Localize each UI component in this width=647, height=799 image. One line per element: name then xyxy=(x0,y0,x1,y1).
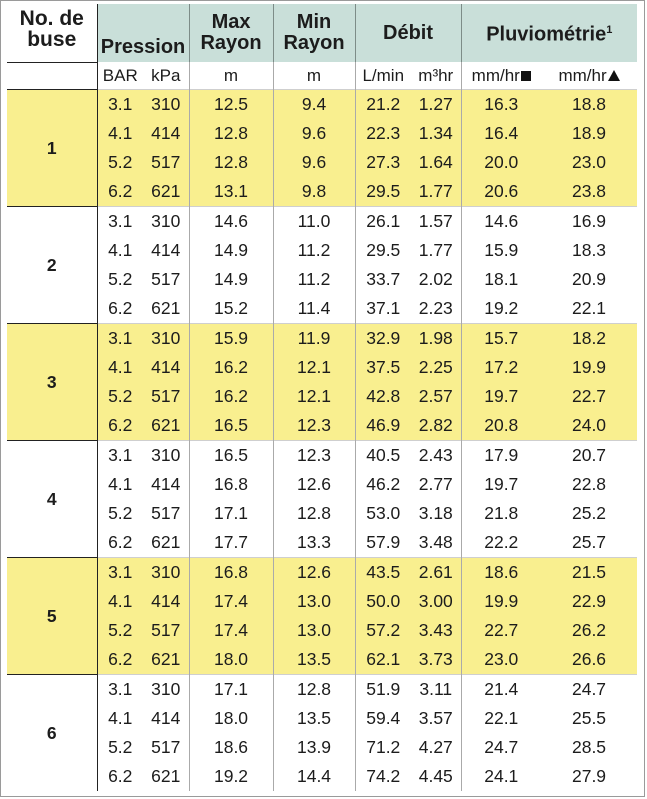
table-row xyxy=(7,207,637,237)
cell-pluvio-triangle: 21.5 xyxy=(541,558,637,588)
cell-pluvio-square: 21.8 xyxy=(461,499,541,528)
cell-max-rayon: 18.0 xyxy=(189,645,273,675)
cell-kpa: 310 xyxy=(143,675,189,705)
cell-debit-m3hr: 2.57 xyxy=(411,382,461,411)
cell-debit-lmin: 62.1 xyxy=(355,645,411,675)
cell-bar: 3.1 xyxy=(97,324,143,354)
cell-debit-lmin: 46.2 xyxy=(355,470,411,499)
cell-max-rayon: 18.0 xyxy=(189,704,273,733)
cell-debit-m3hr: 1.64 xyxy=(411,148,461,177)
cell-max-rayon: 18.6 xyxy=(189,733,273,762)
table-row xyxy=(7,558,637,588)
unit-bar: BAR xyxy=(97,62,143,90)
cell-pluvio-square: 22.1 xyxy=(461,704,541,733)
cell-kpa: 310 xyxy=(143,90,189,120)
cell-pluvio-triangle: 16.9 xyxy=(541,207,637,237)
cell-bar: 3.1 xyxy=(97,90,143,120)
cell-debit-lmin: 37.5 xyxy=(355,353,411,382)
cell-pluvio-square: 22.2 xyxy=(461,528,541,558)
cell-debit-lmin: 40.5 xyxy=(355,441,411,471)
cell-min-rayon: 13.3 xyxy=(273,528,355,558)
nozzle-performance-table xyxy=(7,4,637,791)
cell-max-rayon: 15.9 xyxy=(189,324,273,354)
cell-debit-lmin: 26.1 xyxy=(355,207,411,237)
cell-bar: 5.2 xyxy=(97,265,143,294)
cell-pluvio-square: 15.9 xyxy=(461,236,541,265)
cell-debit-lmin: 37.1 xyxy=(355,294,411,324)
cell-debit-lmin: 59.4 xyxy=(355,704,411,733)
buse-number: 2 xyxy=(7,207,97,324)
header-debit: Débit xyxy=(355,4,461,62)
cell-pluvio-square: 18.1 xyxy=(461,265,541,294)
cell-kpa: 517 xyxy=(143,148,189,177)
table-row xyxy=(7,645,637,675)
cell-debit-m3hr: 2.25 xyxy=(411,353,461,382)
cell-max-rayon: 19.2 xyxy=(189,762,273,791)
table-row xyxy=(7,353,637,382)
cell-min-rayon: 12.8 xyxy=(273,675,355,705)
cell-debit-lmin: 53.0 xyxy=(355,499,411,528)
cell-pluvio-triangle: 25.5 xyxy=(541,704,637,733)
cell-pluvio-square: 16.4 xyxy=(461,119,541,148)
cell-pluvio-triangle: 28.5 xyxy=(541,733,637,762)
cell-pluvio-triangle: 19.9 xyxy=(541,353,637,382)
cell-bar: 6.2 xyxy=(97,294,143,324)
cell-debit-m3hr: 1.77 xyxy=(411,236,461,265)
cell-pluvio-triangle: 18.9 xyxy=(541,119,637,148)
buse-number: 4 xyxy=(7,441,97,558)
cell-bar: 6.2 xyxy=(97,411,143,441)
cell-bar: 4.1 xyxy=(97,353,143,382)
cell-debit-lmin: 46.9 xyxy=(355,411,411,441)
cell-kpa: 621 xyxy=(143,411,189,441)
header-max-rayon: Max Rayon xyxy=(189,4,273,62)
cell-debit-lmin: 43.5 xyxy=(355,558,411,588)
cell-debit-m3hr: 2.77 xyxy=(411,470,461,499)
cell-debit-lmin: 29.5 xyxy=(355,236,411,265)
cell-max-rayon: 16.2 xyxy=(189,353,273,382)
header-pluviometrie xyxy=(461,4,637,62)
cell-debit-lmin: 42.8 xyxy=(355,382,411,411)
cell-min-rayon: 11.2 xyxy=(273,236,355,265)
cell-pluvio-square: 20.6 xyxy=(461,177,541,207)
cell-pluvio-square: 18.6 xyxy=(461,558,541,588)
cell-bar: 3.1 xyxy=(97,675,143,705)
cell-kpa: 621 xyxy=(143,528,189,558)
table-row xyxy=(7,324,637,354)
cell-debit-m3hr: 4.27 xyxy=(411,733,461,762)
table-row xyxy=(7,499,637,528)
unit-lmin: L/min xyxy=(355,62,411,90)
cell-pluvio-square: 16.3 xyxy=(461,90,541,120)
cell-debit-m3hr: 1.34 xyxy=(411,119,461,148)
cell-pluvio-triangle: 24.0 xyxy=(541,411,637,441)
cell-pluvio-square: 15.7 xyxy=(461,324,541,354)
cell-bar: 5.2 xyxy=(97,499,143,528)
cell-kpa: 414 xyxy=(143,236,189,265)
buse-number: 6 xyxy=(7,675,97,792)
cell-bar: 3.1 xyxy=(97,558,143,588)
cell-debit-lmin: 74.2 xyxy=(355,762,411,791)
cell-max-rayon: 16.5 xyxy=(189,411,273,441)
cell-max-rayon: 17.1 xyxy=(189,499,273,528)
cell-kpa: 414 xyxy=(143,119,189,148)
cell-min-rayon: 12.3 xyxy=(273,441,355,471)
cell-min-rayon: 14.4 xyxy=(273,762,355,791)
cell-pluvio-square: 22.7 xyxy=(461,616,541,645)
cell-kpa: 517 xyxy=(143,265,189,294)
unit-mmhr-triangle xyxy=(541,62,637,90)
cell-kpa: 517 xyxy=(143,499,189,528)
cell-debit-m3hr: 3.00 xyxy=(411,587,461,616)
cell-bar: 5.2 xyxy=(97,733,143,762)
cell-debit-m3hr: 1.98 xyxy=(411,324,461,354)
cell-kpa: 310 xyxy=(143,207,189,237)
cell-debit-lmin: 27.3 xyxy=(355,148,411,177)
table-row xyxy=(7,148,637,177)
cell-min-rayon: 11.2 xyxy=(273,265,355,294)
cell-min-rayon: 13.0 xyxy=(273,587,355,616)
cell-bar: 4.1 xyxy=(97,119,143,148)
cell-max-rayon: 17.1 xyxy=(189,675,273,705)
cell-pluvio-triangle: 18.2 xyxy=(541,324,637,354)
header-pression: Pression xyxy=(97,4,189,62)
header-pluviometrie-label: Pluviométrie xyxy=(486,23,607,46)
cell-min-rayon: 11.0 xyxy=(273,207,355,237)
cell-debit-m3hr: 1.77 xyxy=(411,177,461,207)
cell-min-rayon: 9.4 xyxy=(273,90,355,120)
cell-max-rayon: 12.5 xyxy=(189,90,273,120)
cell-debit-m3hr: 3.18 xyxy=(411,499,461,528)
table-row xyxy=(7,616,637,645)
cell-pluvio-triangle: 22.1 xyxy=(541,294,637,324)
cell-debit-m3hr: 1.57 xyxy=(411,207,461,237)
cell-bar: 6.2 xyxy=(97,645,143,675)
cell-pluvio-square: 19.2 xyxy=(461,294,541,324)
cell-min-rayon: 11.4 xyxy=(273,294,355,324)
cell-max-rayon: 17.4 xyxy=(189,616,273,645)
cell-max-rayon: 12.8 xyxy=(189,148,273,177)
cell-kpa: 517 xyxy=(143,616,189,645)
cell-pluvio-triangle: 18.8 xyxy=(541,90,637,120)
cell-bar: 5.2 xyxy=(97,616,143,645)
cell-debit-m3hr: 3.43 xyxy=(411,616,461,645)
cell-bar: 6.2 xyxy=(97,528,143,558)
cell-pluvio-square: 20.0 xyxy=(461,148,541,177)
cell-pluvio-square: 19.7 xyxy=(461,382,541,411)
cell-bar: 5.2 xyxy=(97,382,143,411)
table-body xyxy=(7,90,637,792)
table-row xyxy=(7,90,637,120)
cell-pluvio-square: 17.2 xyxy=(461,353,541,382)
table-row xyxy=(7,177,637,207)
cell-debit-lmin: 50.0 xyxy=(355,587,411,616)
cell-kpa: 310 xyxy=(143,558,189,588)
cell-debit-m3hr: 2.43 xyxy=(411,441,461,471)
cell-bar: 3.1 xyxy=(97,207,143,237)
cell-min-rayon: 9.6 xyxy=(273,119,355,148)
cell-debit-m3hr: 2.61 xyxy=(411,558,461,588)
table-row xyxy=(7,382,637,411)
cell-pluvio-triangle: 22.7 xyxy=(541,382,637,411)
unit-kpa: kPa xyxy=(143,62,189,90)
cell-kpa: 414 xyxy=(143,470,189,499)
cell-pluvio-square: 21.4 xyxy=(461,675,541,705)
cell-min-rayon: 13.5 xyxy=(273,645,355,675)
cell-min-rayon: 12.6 xyxy=(273,558,355,588)
cell-debit-lmin: 21.2 xyxy=(355,90,411,120)
cell-pluvio-square: 24.1 xyxy=(461,762,541,791)
unit-mmhr-square-label: mm/hr xyxy=(471,65,520,85)
table-row xyxy=(7,411,637,441)
table-row xyxy=(7,733,637,762)
cell-kpa: 310 xyxy=(143,324,189,354)
buse-number: 3 xyxy=(7,324,97,441)
cell-debit-m3hr: 1.27 xyxy=(411,90,461,120)
cell-max-rayon: 16.8 xyxy=(189,558,273,588)
cell-pluvio-square: 14.6 xyxy=(461,207,541,237)
cell-debit-m3hr: 2.82 xyxy=(411,411,461,441)
cell-kpa: 517 xyxy=(143,733,189,762)
buse-number: 1 xyxy=(7,90,97,207)
unit-mmhr-triangle-label: mm/hr xyxy=(558,65,607,85)
cell-pluvio-triangle: 25.2 xyxy=(541,499,637,528)
table-row xyxy=(7,236,637,265)
unit-min-m: m xyxy=(273,62,355,90)
cell-debit-m3hr: 3.11 xyxy=(411,675,461,705)
cell-bar: 6.2 xyxy=(97,762,143,791)
table-row xyxy=(7,470,637,499)
units-blank-cell xyxy=(7,62,97,90)
cell-kpa: 621 xyxy=(143,645,189,675)
cell-debit-lmin: 29.5 xyxy=(355,177,411,207)
cell-pluvio-triangle: 27.9 xyxy=(541,762,637,791)
cell-pluvio-triangle: 23.8 xyxy=(541,177,637,207)
cell-kpa: 414 xyxy=(143,704,189,733)
cell-min-rayon: 9.6 xyxy=(273,148,355,177)
cell-debit-lmin: 57.9 xyxy=(355,528,411,558)
table-row xyxy=(7,294,637,324)
cell-kpa: 310 xyxy=(143,441,189,471)
cell-min-rayon: 9.8 xyxy=(273,177,355,207)
cell-debit-m3hr: 3.57 xyxy=(411,704,461,733)
cell-pluvio-square: 24.7 xyxy=(461,733,541,762)
cell-pluvio-square: 17.9 xyxy=(461,441,541,471)
cell-pluvio-square: 19.9 xyxy=(461,587,541,616)
cell-min-rayon: 12.8 xyxy=(273,499,355,528)
cell-pluvio-square: 23.0 xyxy=(461,645,541,675)
unit-max-m: m xyxy=(189,62,273,90)
cell-pluvio-triangle: 23.0 xyxy=(541,148,637,177)
cell-min-rayon: 13.9 xyxy=(273,733,355,762)
cell-max-rayon: 14.6 xyxy=(189,207,273,237)
header-min-rayon: Min Rayon xyxy=(273,4,355,62)
cell-min-rayon: 12.1 xyxy=(273,382,355,411)
table-row xyxy=(7,119,637,148)
header-no-buse: No. de buse xyxy=(7,4,97,62)
cell-debit-lmin: 22.3 xyxy=(355,119,411,148)
cell-debit-lmin: 51.9 xyxy=(355,675,411,705)
cell-pluvio-triangle: 26.2 xyxy=(541,616,637,645)
cell-max-rayon: 12.8 xyxy=(189,119,273,148)
cell-min-rayon: 13.0 xyxy=(273,616,355,645)
cell-min-rayon: 12.1 xyxy=(273,353,355,382)
cell-pluvio-triangle: 20.9 xyxy=(541,265,637,294)
cell-pluvio-square: 20.8 xyxy=(461,411,541,441)
triangle-spacing-icon xyxy=(608,70,620,81)
footnote-marker: 1 xyxy=(606,24,613,37)
cell-max-rayon: 17.7 xyxy=(189,528,273,558)
buse-number: 5 xyxy=(7,558,97,675)
cell-max-rayon: 13.1 xyxy=(189,177,273,207)
unit-mmhr-square xyxy=(461,62,541,90)
cell-max-rayon: 16.8 xyxy=(189,470,273,499)
table-row xyxy=(7,265,637,294)
cell-debit-lmin: 33.7 xyxy=(355,265,411,294)
cell-max-rayon: 16.2 xyxy=(189,382,273,411)
cell-kpa: 621 xyxy=(143,177,189,207)
table-row xyxy=(7,675,637,705)
cell-debit-m3hr: 3.48 xyxy=(411,528,461,558)
cell-pluvio-triangle: 26.6 xyxy=(541,645,637,675)
cell-max-rayon: 14.9 xyxy=(189,265,273,294)
cell-kpa: 621 xyxy=(143,762,189,791)
cell-pluvio-triangle: 22.8 xyxy=(541,470,637,499)
cell-debit-lmin: 32.9 xyxy=(355,324,411,354)
table-row xyxy=(7,587,637,616)
cell-pluvio-triangle: 25.7 xyxy=(541,528,637,558)
cell-debit-m3hr: 2.02 xyxy=(411,265,461,294)
table-row xyxy=(7,762,637,791)
cell-bar: 6.2 xyxy=(97,177,143,207)
cell-debit-lmin: 57.2 xyxy=(355,616,411,645)
cell-max-rayon: 15.2 xyxy=(189,294,273,324)
cell-min-rayon: 11.9 xyxy=(273,324,355,354)
cell-max-rayon: 17.4 xyxy=(189,587,273,616)
cell-bar: 4.1 xyxy=(97,587,143,616)
cell-debit-lmin: 71.2 xyxy=(355,733,411,762)
cell-bar: 4.1 xyxy=(97,470,143,499)
cell-bar: 4.1 xyxy=(97,704,143,733)
cell-min-rayon: 13.5 xyxy=(273,704,355,733)
cell-pluvio-triangle: 20.7 xyxy=(541,441,637,471)
cell-min-rayon: 12.6 xyxy=(273,470,355,499)
cell-kpa: 414 xyxy=(143,353,189,382)
table-row xyxy=(7,528,637,558)
table-row xyxy=(7,704,637,733)
square-spacing-icon xyxy=(521,71,531,81)
cell-debit-m3hr: 4.45 xyxy=(411,762,461,791)
cell-bar: 4.1 xyxy=(97,236,143,265)
cell-debit-m3hr: 3.73 xyxy=(411,645,461,675)
unit-m3hr: m³hr xyxy=(411,62,461,90)
cell-max-rayon: 14.9 xyxy=(189,236,273,265)
cell-bar: 3.1 xyxy=(97,441,143,471)
cell-debit-m3hr: 2.23 xyxy=(411,294,461,324)
cell-pluvio-square: 19.7 xyxy=(461,470,541,499)
cell-max-rayon: 16.5 xyxy=(189,441,273,471)
cell-pluvio-triangle: 18.3 xyxy=(541,236,637,265)
cell-min-rayon: 12.3 xyxy=(273,411,355,441)
cell-pluvio-triangle: 24.7 xyxy=(541,675,637,705)
cell-kpa: 414 xyxy=(143,587,189,616)
table-row xyxy=(7,441,637,471)
cell-kpa: 517 xyxy=(143,382,189,411)
cell-bar: 5.2 xyxy=(97,148,143,177)
cell-kpa: 621 xyxy=(143,294,189,324)
cell-pluvio-triangle: 22.9 xyxy=(541,587,637,616)
